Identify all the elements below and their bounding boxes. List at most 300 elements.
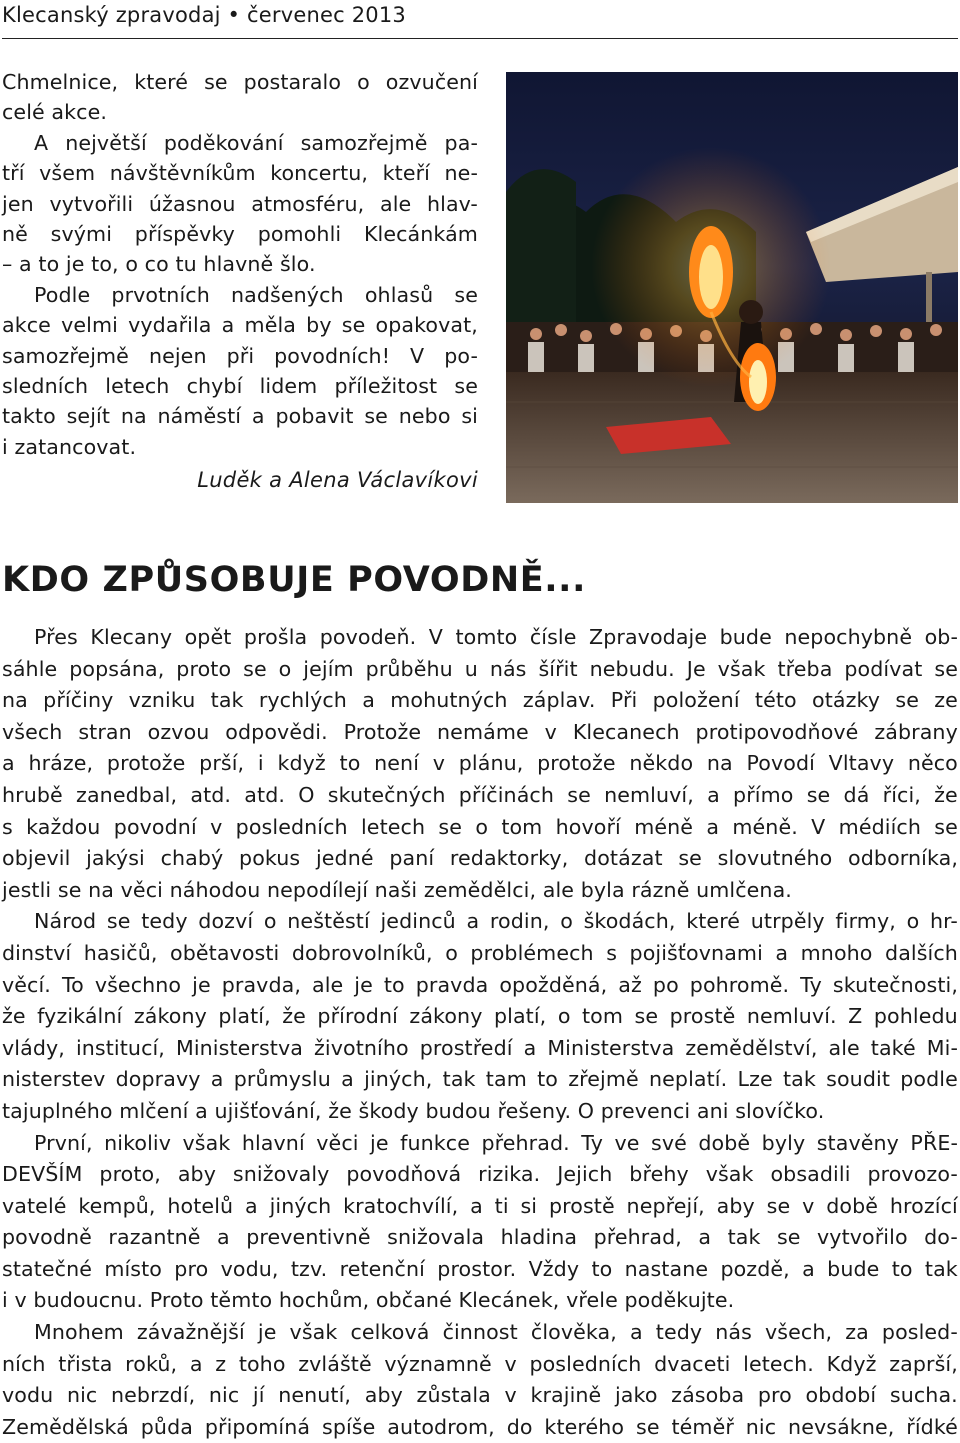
text-line	[2, 371, 478, 401]
word: plánu,	[458, 751, 524, 776]
word: této	[754, 688, 797, 713]
word: po-	[444, 343, 478, 368]
text-line	[2, 67, 478, 97]
word: z	[215, 1351, 227, 1376]
word: které	[686, 909, 741, 934]
text-line	[2, 1064, 958, 1096]
word: sejít	[66, 404, 111, 429]
word: tak	[924, 1256, 958, 1281]
word: méně	[634, 814, 694, 839]
word: celková	[350, 1320, 430, 1345]
word: na	[706, 751, 733, 776]
word: životního	[313, 1035, 409, 1060]
word: je	[370, 1130, 389, 1155]
word: věci	[316, 1130, 359, 1155]
word: to	[339, 751, 361, 776]
word: tak	[727, 1225, 761, 1250]
word: posledních	[235, 814, 348, 839]
word: o	[445, 940, 458, 965]
word: pravda	[415, 972, 489, 997]
word: době	[698, 1130, 751, 1155]
word: nemáme	[437, 719, 529, 744]
word: jedinců	[380, 909, 456, 934]
word: zvláště	[298, 1351, 372, 1376]
word: řídké	[906, 1414, 958, 1439]
text-line	[2, 158, 478, 188]
word: preventivně	[246, 1225, 371, 1250]
word: a	[523, 1035, 537, 1060]
word: rychlých	[258, 688, 347, 713]
text-line	[2, 812, 958, 844]
word: úžasnou	[148, 191, 236, 216]
word: se	[636, 1414, 660, 1439]
word: zaprší,	[889, 1351, 958, 1376]
text-line	[2, 622, 958, 654]
word: médiích	[838, 814, 921, 839]
word: téměř	[671, 1414, 734, 1439]
word: Klecánkám	[363, 221, 478, 246]
word: nemluví.	[746, 1004, 837, 1029]
word: se	[776, 1225, 801, 1250]
word: o	[475, 814, 489, 839]
word: zůstala	[416, 1383, 491, 1408]
word: otázky	[812, 688, 881, 713]
word: a	[221, 313, 235, 338]
word: se	[634, 1004, 659, 1029]
word: skutečných	[327, 782, 446, 807]
word: O	[298, 782, 315, 807]
word: dotázat	[584, 846, 663, 871]
word: nevsákne,	[788, 1414, 895, 1439]
word: všechno	[94, 972, 182, 997]
word: vatelé	[2, 1193, 67, 1218]
word: významně	[384, 1351, 492, 1376]
text-line	[2, 1380, 958, 1412]
word: se	[438, 814, 463, 839]
word: a	[245, 1193, 258, 1218]
word: měla	[244, 313, 297, 338]
word: náměstí	[157, 404, 242, 429]
text-line	[2, 189, 478, 219]
word: všech,	[765, 1320, 833, 1345]
word: příčinách	[458, 782, 555, 807]
word: rodin,	[489, 909, 550, 934]
word: Přes	[34, 625, 78, 649]
word: třeba	[777, 656, 833, 681]
word: razantně	[108, 1225, 201, 1250]
word: dozví	[198, 909, 254, 934]
word: pokus	[239, 846, 301, 871]
word: se	[341, 313, 366, 338]
word: Chmelnice,	[2, 70, 119, 94]
word: chabý	[160, 846, 224, 871]
word: tak	[210, 688, 244, 713]
word: tedy	[141, 909, 188, 934]
word: nastane	[624, 1256, 709, 1281]
word: o	[357, 70, 370, 94]
fire-show-photo-icon	[506, 72, 958, 503]
word: zábrany	[874, 719, 958, 744]
text-line	[2, 970, 958, 1002]
word: stran	[78, 719, 132, 744]
word: V	[811, 814, 826, 839]
word: břehy	[629, 1162, 689, 1187]
word: že	[934, 782, 958, 807]
word: rizika.	[478, 1162, 541, 1187]
word: ale	[311, 972, 344, 997]
word: Ty	[800, 972, 822, 997]
word: říci,	[882, 782, 921, 807]
word: nic	[745, 1414, 777, 1439]
text-line	[2, 843, 958, 875]
word: každou	[26, 814, 101, 839]
word: o	[560, 909, 573, 934]
word: činnost	[442, 1320, 518, 1345]
word: zákony	[133, 1004, 207, 1029]
word: a	[629, 1320, 643, 1345]
word: že	[2, 1004, 26, 1029]
word: spíše	[321, 1414, 376, 1439]
word: vytvořilo	[817, 1225, 908, 1250]
word: čísle	[529, 625, 577, 649]
word: vzniku	[128, 688, 196, 713]
word: opět	[184, 625, 232, 649]
word: ozvučení	[385, 70, 478, 94]
word: nikoliv	[104, 1130, 172, 1155]
text-line: – a to je to, o co tu hlavně šlo.	[2, 252, 316, 277]
word: hrozící	[889, 1193, 958, 1218]
word: jejím	[303, 656, 354, 681]
word: opožděná,	[499, 972, 608, 997]
word: zákony	[409, 1004, 483, 1029]
word: odborníka,	[848, 846, 958, 871]
word: tří	[2, 161, 25, 186]
fire-show-photo	[506, 72, 958, 503]
text-line	[2, 401, 478, 431]
word: a	[466, 909, 480, 934]
word: o	[906, 909, 920, 934]
word: slovutného	[717, 846, 833, 871]
word: Mnohem	[34, 1320, 124, 1345]
word: nic	[66, 1383, 98, 1408]
word: se	[243, 656, 267, 681]
word: se	[766, 1193, 791, 1218]
text-line	[2, 280, 478, 310]
word: které	[134, 70, 189, 94]
word: retenční	[339, 1256, 425, 1281]
word: přímo	[733, 782, 794, 807]
word: PŘE-	[910, 1130, 958, 1155]
word: příspěvky	[134, 221, 235, 246]
word: se	[567, 782, 591, 807]
word: hr-	[929, 909, 958, 934]
word: jiných,	[364, 1067, 433, 1092]
word: povodeň.	[319, 625, 417, 649]
word: však	[289, 1320, 338, 1345]
word: třista	[58, 1351, 113, 1376]
word: s	[606, 940, 618, 965]
word: tom	[501, 814, 543, 839]
author-signature: Luděk a Alena Václavíkovi	[197, 468, 478, 493]
word: byly	[761, 1130, 806, 1155]
word: utrpěly	[750, 909, 825, 934]
word: šířit	[538, 656, 578, 681]
text-line	[2, 1159, 958, 1191]
word: je	[192, 972, 211, 997]
word: kterého	[544, 1414, 625, 1439]
word: tak	[442, 1067, 476, 1092]
word: však	[705, 1162, 754, 1187]
word: v	[802, 1193, 815, 1218]
word: povodně	[2, 1225, 92, 1250]
word: dá	[843, 782, 870, 807]
word: provozo-	[867, 1162, 958, 1187]
word: nepochybně	[784, 625, 913, 649]
word: až	[618, 972, 642, 997]
word: Z	[848, 1004, 863, 1029]
word: tomto	[455, 625, 518, 649]
word: nebo	[398, 404, 451, 429]
word: nisterstev	[2, 1067, 106, 1092]
word: průběhu	[365, 656, 453, 681]
word: a	[2, 751, 15, 776]
word: takto	[2, 404, 56, 429]
word: do-	[924, 1225, 958, 1250]
word: po	[652, 972, 679, 997]
word: nás	[715, 1320, 752, 1345]
concert-report-column	[2, 67, 478, 495]
word: se	[454, 282, 478, 307]
running-head-text: Klecanský zpravodaj • červenec 2013	[2, 3, 406, 27]
word: i	[257, 751, 264, 776]
text-line	[2, 748, 958, 780]
text-line	[2, 1412, 958, 1443]
text-line	[2, 1191, 958, 1223]
word: vodu,	[220, 1256, 279, 1281]
word: a	[362, 688, 375, 713]
word: méně.	[732, 814, 798, 839]
word: a	[251, 404, 265, 429]
word: Když	[826, 1351, 877, 1376]
word: kempů,	[78, 1193, 156, 1218]
word: hladina	[500, 1225, 578, 1250]
word: tak	[783, 1067, 816, 1092]
word: odpovědi.	[225, 719, 328, 744]
word: příčiny	[43, 688, 114, 713]
text-line	[2, 780, 958, 812]
word: pohromě.	[689, 972, 790, 997]
word: a	[341, 1067, 354, 1092]
word: ve	[614, 1130, 640, 1155]
word: si	[520, 1193, 538, 1218]
word: ale	[828, 1035, 860, 1060]
text-line	[2, 1254, 958, 1286]
word: Podle	[34, 282, 91, 307]
text-line	[2, 717, 958, 749]
word: to	[383, 972, 405, 997]
word: fyzikální	[37, 1004, 123, 1029]
word: sucha.	[889, 1383, 958, 1408]
word: To	[61, 972, 84, 997]
word: jen	[2, 191, 34, 216]
word: příležitost	[334, 373, 438, 398]
word: snižovaly	[232, 1162, 330, 1187]
word: krajině	[530, 1383, 602, 1408]
word: se	[364, 404, 388, 429]
word: všech	[2, 719, 63, 744]
word: prošla	[243, 625, 308, 649]
word: připomíná	[204, 1414, 311, 1439]
word: objevil	[2, 846, 71, 871]
word: svými	[50, 221, 113, 246]
word: se	[454, 373, 478, 398]
word: zřejmě	[568, 1067, 639, 1092]
word: zemědělství,	[685, 1035, 818, 1060]
word: a	[802, 1256, 815, 1281]
word: neštěstí	[287, 909, 370, 934]
word: mohutných	[390, 688, 508, 713]
word: však	[717, 656, 766, 681]
word: problémech	[470, 940, 594, 965]
word: se	[934, 814, 958, 839]
word: vodu	[2, 1383, 54, 1408]
word: V	[428, 625, 443, 649]
word: půda	[140, 1414, 193, 1439]
word: své	[651, 1130, 687, 1155]
word: dalších	[885, 940, 958, 965]
word: prostředí	[419, 1035, 513, 1060]
word: v	[210, 814, 223, 839]
word: však	[182, 1130, 231, 1155]
word: mnoho	[800, 940, 873, 965]
word: aby	[716, 1193, 755, 1218]
word: jedné	[315, 846, 374, 871]
text-line	[2, 906, 958, 938]
word: hlav-	[426, 191, 478, 216]
text-line	[2, 219, 478, 249]
word: jakýsi	[86, 846, 145, 871]
word: dobrovolníků,	[291, 940, 433, 965]
word: položení	[652, 688, 740, 713]
text-line: tajuplného mlčení a ujišťování, že škody budou řešeny. O prevenci ani slovíčko.	[2, 1098, 825, 1123]
word: se	[895, 688, 919, 713]
word: ozvou	[147, 719, 210, 744]
text-line: celé akce.	[2, 100, 108, 125]
word: něco	[907, 751, 958, 776]
word: hlavní	[241, 1130, 305, 1155]
word: si	[461, 404, 478, 429]
word: Zemědělská	[2, 1414, 129, 1439]
word: Národ	[34, 909, 97, 934]
word: vlády,	[2, 1035, 65, 1060]
word: věcí.	[2, 972, 51, 997]
word: aby	[177, 1162, 216, 1187]
word: období	[805, 1383, 877, 1408]
word: autodrom,	[387, 1414, 495, 1439]
word: do	[506, 1414, 533, 1439]
word: prostor.	[437, 1256, 517, 1281]
word: hráze,	[28, 751, 94, 776]
word: obětavosti	[170, 940, 280, 965]
word: neplatí.	[648, 1067, 728, 1092]
word: letech	[105, 373, 170, 398]
word: přehrad.	[481, 1130, 570, 1155]
word: soudit	[826, 1067, 891, 1092]
word: člověka,	[530, 1320, 617, 1345]
word: nadšených	[231, 282, 344, 307]
word: stavěny	[816, 1130, 899, 1155]
word: Klecany	[90, 625, 173, 649]
word: pomohli	[257, 221, 342, 246]
text-line	[2, 1222, 958, 1254]
word: ze	[934, 688, 958, 713]
word: nejen	[148, 343, 207, 368]
word: jako	[614, 1383, 658, 1408]
word: tom	[582, 1004, 624, 1029]
word: kteří	[382, 161, 430, 186]
running-head	[2, 0, 958, 39]
word: pravda,	[221, 972, 301, 997]
word: bude	[719, 625, 772, 649]
word: platí,	[218, 1004, 271, 1029]
article-headline: KDO ZPŮSOBUJE POVODNĚ...	[2, 560, 586, 600]
word: kratochvílí,	[343, 1193, 459, 1218]
word: přírodní	[317, 1004, 398, 1029]
word: lidem	[259, 373, 318, 398]
word: ohlasů	[364, 282, 434, 307]
word: přehrad,	[593, 1225, 682, 1250]
word: Je	[686, 656, 706, 681]
text-line	[2, 310, 478, 340]
word: ti	[494, 1193, 509, 1218]
word: letech.	[743, 1351, 814, 1376]
word: protipovodňové	[695, 719, 859, 744]
word: atd.	[244, 782, 286, 807]
word: Zpravodaje	[589, 625, 708, 649]
text-line	[2, 1349, 958, 1381]
word: když	[277, 751, 326, 776]
word: ne-	[444, 161, 478, 186]
word: že	[282, 1004, 306, 1029]
word: atd.	[190, 782, 232, 807]
word: Klecanech	[572, 719, 680, 744]
word: skutečnosti,	[832, 972, 958, 997]
word: o	[278, 656, 292, 681]
word: velmi	[61, 313, 118, 338]
word: hotelů	[167, 1193, 234, 1218]
word: s	[2, 814, 13, 839]
word: obsadili	[770, 1162, 851, 1187]
word: samozřejmě	[2, 343, 129, 368]
word: Protože	[343, 719, 422, 744]
word: a	[706, 814, 720, 839]
word: to	[537, 1067, 558, 1092]
text-line: i v budoucnu. Proto těmto hochům, občané Klecánek, vřele poděkujte.	[2, 1288, 735, 1313]
word: Vždy	[528, 1256, 580, 1281]
word: dinství	[2, 940, 72, 965]
text-line	[2, 128, 478, 158]
word: se	[204, 70, 228, 94]
word: Jejich	[557, 1162, 613, 1187]
word: jí	[252, 1383, 265, 1408]
word: podívat	[844, 656, 923, 681]
word: koncertu,	[270, 161, 369, 186]
word: prostě	[669, 1004, 736, 1029]
word: pobavit	[275, 404, 354, 429]
word: u	[464, 656, 478, 681]
word: akce	[2, 313, 51, 338]
word: samozřejmě	[300, 130, 428, 155]
